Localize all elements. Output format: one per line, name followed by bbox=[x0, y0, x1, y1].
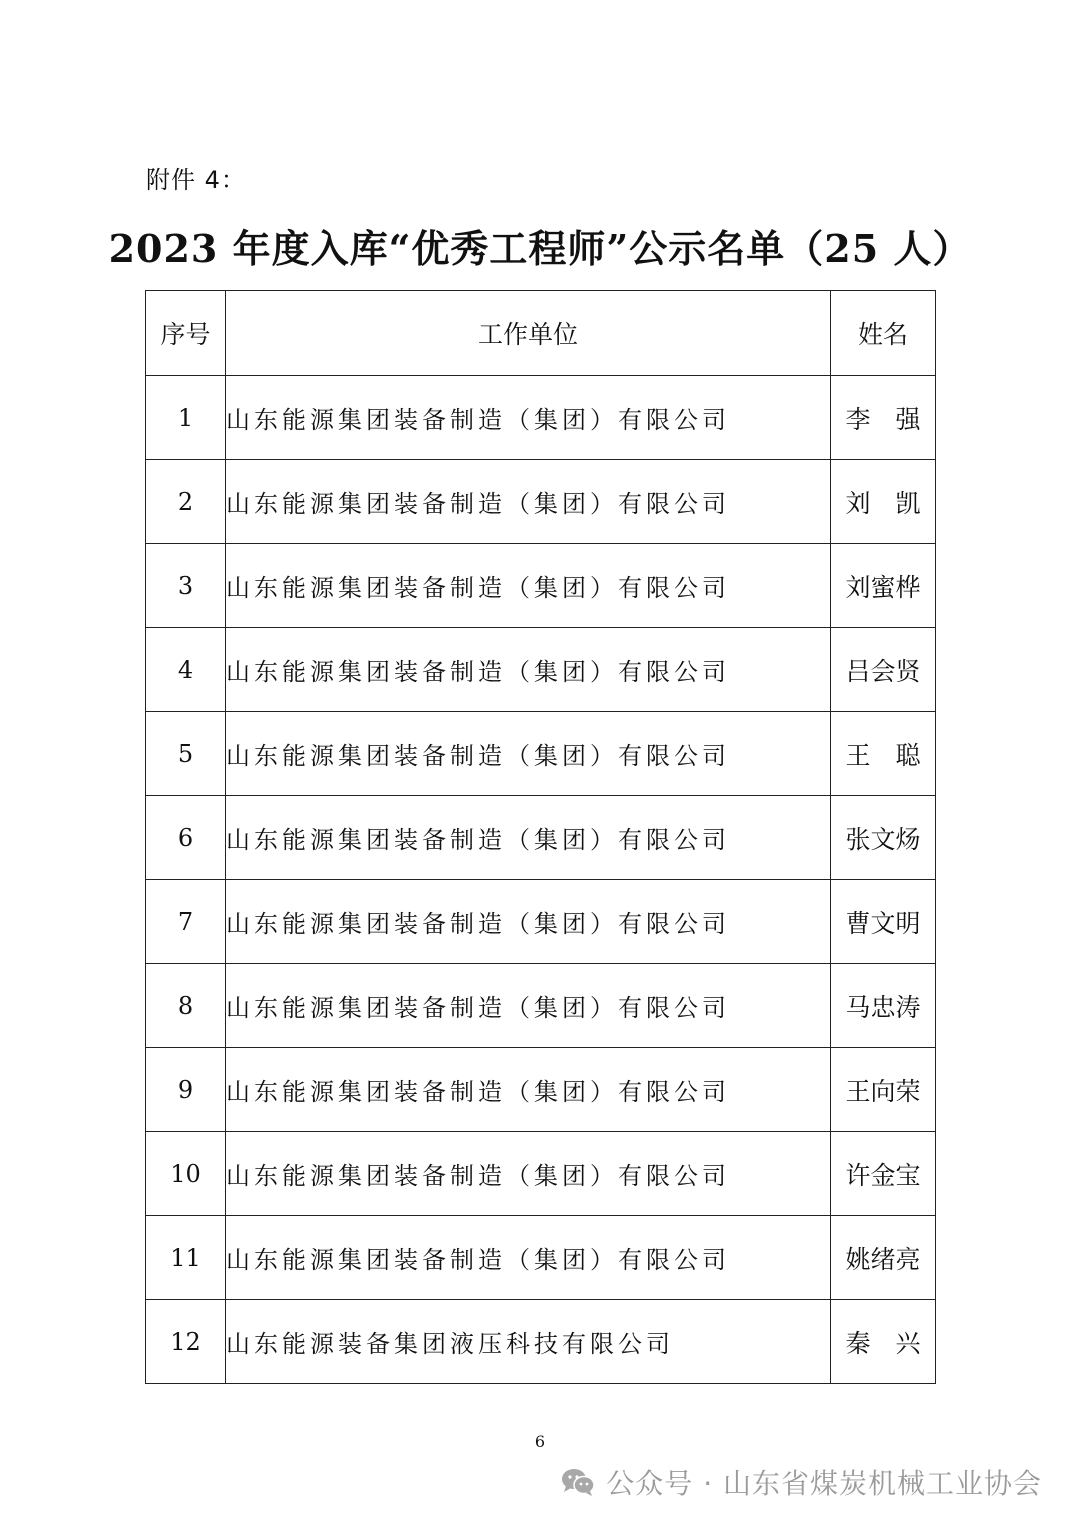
row-name: 许金宝 bbox=[831, 1132, 936, 1216]
table-row bbox=[146, 376, 936, 460]
row-no: 4 bbox=[146, 628, 226, 712]
table-row bbox=[146, 1216, 936, 1300]
row-unit: 山东能源集团装备制造（集团）有限公司 bbox=[226, 1132, 831, 1216]
row-unit: 山东能源集团装备制造（集团）有限公司 bbox=[226, 964, 831, 1048]
row-no: 3 bbox=[146, 544, 226, 628]
table-row bbox=[146, 1132, 936, 1216]
table-row bbox=[146, 460, 936, 544]
row-unit: 山东能源集团装备制造（集团）有限公司 bbox=[226, 460, 831, 544]
row-unit: 山东能源集团装备制造（集团）有限公司 bbox=[226, 1048, 831, 1132]
row-unit: 山东能源集团装备制造（集团）有限公司 bbox=[226, 880, 831, 964]
row-name: 姚绪亮 bbox=[831, 1216, 936, 1300]
row-no: 8 bbox=[146, 964, 226, 1048]
row-no: 2 bbox=[146, 460, 226, 544]
header-no: 序号 bbox=[146, 291, 226, 376]
wechat-icon bbox=[560, 1466, 596, 1498]
table-row bbox=[146, 880, 936, 964]
table-row bbox=[146, 796, 936, 880]
row-name: 刘蜜桦 bbox=[831, 544, 936, 628]
row-name: 王向荣 bbox=[831, 1048, 936, 1132]
row-name: 吕会贤 bbox=[831, 628, 936, 712]
row-no: 12 bbox=[146, 1300, 226, 1384]
row-no: 7 bbox=[146, 880, 226, 964]
row-no: 1 bbox=[146, 376, 226, 460]
table-row bbox=[146, 964, 936, 1048]
table-row bbox=[146, 628, 936, 712]
watermark bbox=[560, 1462, 1042, 1502]
row-name: 张文炀 bbox=[831, 796, 936, 880]
header-name: 姓名 bbox=[831, 291, 936, 376]
row-unit: 山东能源集团装备制造（集团）有限公司 bbox=[226, 796, 831, 880]
table-row bbox=[146, 544, 936, 628]
table-row bbox=[146, 1048, 936, 1132]
row-no: 10 bbox=[146, 1132, 226, 1216]
row-unit: 山东能源集团装备制造（集团）有限公司 bbox=[226, 712, 831, 796]
row-unit: 山东能源集团装备制造（集团）有限公司 bbox=[226, 1216, 831, 1300]
row-unit: 山东能源集团装备制造（集团）有限公司 bbox=[226, 628, 831, 712]
watermark-text: 公众号 · 山东省煤炭机械工业协会 bbox=[606, 1467, 1042, 1500]
row-name: 曹文明 bbox=[831, 880, 936, 964]
row-name: 李 强 bbox=[831, 376, 936, 460]
row-name: 秦 兴 bbox=[831, 1300, 936, 1384]
document-title: 2023 年度入库“优秀工程师”公示名单（25 人） bbox=[108, 226, 972, 271]
attachment-label: 附件 4： bbox=[146, 166, 246, 194]
row-no: 6 bbox=[146, 796, 226, 880]
row-name: 马忠涛 bbox=[831, 964, 936, 1048]
row-no: 5 bbox=[146, 712, 226, 796]
row-name: 刘 凯 bbox=[831, 460, 936, 544]
roster-table bbox=[145, 290, 936, 1384]
row-no: 9 bbox=[146, 1048, 226, 1132]
table-row bbox=[146, 1300, 936, 1384]
header-unit: 工作单位 bbox=[226, 291, 831, 376]
row-unit: 山东能源集团装备制造（集团）有限公司 bbox=[226, 376, 831, 460]
row-unit: 山东能源集团装备制造（集团）有限公司 bbox=[226, 544, 831, 628]
table-row bbox=[146, 712, 936, 796]
row-no: 11 bbox=[146, 1216, 226, 1300]
row-name: 王 聪 bbox=[831, 712, 936, 796]
page-number: 6 bbox=[534, 1432, 546, 1451]
table-header-row bbox=[146, 291, 936, 376]
row-unit: 山东能源装备集团液压科技有限公司 bbox=[226, 1300, 831, 1384]
